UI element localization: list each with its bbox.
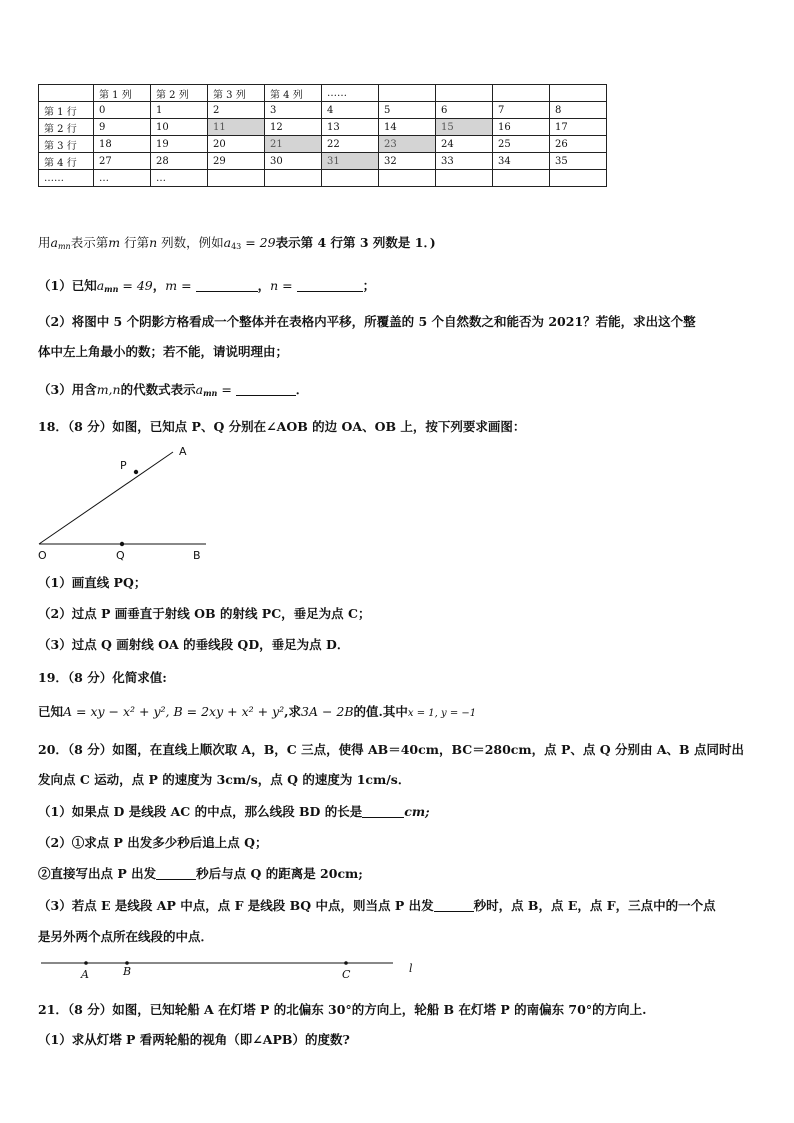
q18-step1: （1）画直线 PQ；	[38, 575, 147, 590]
table-row-label: 第 4 行	[39, 153, 94, 170]
q21-title: 21．（8 分）如图，已知轮船 A 在灯塔 P 的北偏东 30°的方向上，轮船 B 在灯塔 P 的南偏东 70°的方向上.	[38, 1002, 647, 1017]
q18-step2: （2）过点 P 画垂直于射线 OB 的射线 PC，垂足为点 C；	[38, 606, 371, 621]
table-cell: 35	[550, 153, 607, 170]
table-cell: 18	[94, 136, 151, 153]
q19-expression: 3A − 2B	[301, 704, 354, 719]
table-header-cell: 第 1 列	[94, 85, 151, 102]
q17-p1-text: （1）已知	[38, 278, 97, 293]
q17-value: = 29	[241, 235, 276, 250]
q20-line1: 20．（8 分）如图，在直线上顺次取 A，B，C 三点，使得 AB＝40cm，BC＝280cm，点 P、点 Q 分别由 A、B 点同时出	[38, 742, 744, 757]
table-cell: 34	[493, 153, 550, 170]
table-cell: 17	[550, 119, 607, 136]
q17-p3-text: =	[217, 382, 236, 397]
table-header-cell: ……	[322, 85, 379, 102]
table-row-label: 第 1 行	[39, 102, 94, 119]
q20-line2: 发向点 C 运动，点 P 的速度为 3cm/s，点 Q 的速度为 1cm/s．	[38, 772, 411, 787]
q17-part2-line2: 体中左上角最小的数；若不能，请说明理由；	[38, 344, 289, 359]
answer-blank-seconds-20cm[interactable]	[156, 867, 196, 880]
table-cell: 8	[550, 102, 607, 119]
q20-step3-line2: 是另外两个点所在线段的中点．	[38, 929, 214, 944]
table-cell: 10	[151, 119, 208, 136]
q20-s2b-text: 秒后与点 Q 的距离是 20cm;	[196, 866, 363, 881]
table-cell: 4	[322, 102, 379, 119]
table-header-cell	[436, 85, 493, 102]
q17-symbol: a	[223, 235, 232, 250]
table-cell: 24	[436, 136, 493, 153]
point-q	[120, 542, 124, 546]
label-q: Q	[116, 549, 125, 562]
table-cell: 9	[94, 119, 151, 136]
table-cell	[493, 170, 550, 187]
table-cell: 1	[151, 102, 208, 119]
table-cell: 19	[151, 136, 208, 153]
q18-title: 18．（8 分）如图，已知点 P、Q 分别在∠AOB 的边 OA、OB 上，按下列要求画图：	[38, 419, 526, 434]
table-cell: 31	[322, 153, 379, 170]
answer-blank-bd[interactable]	[362, 805, 404, 818]
table-cell: 32	[379, 153, 436, 170]
q19-body	[38, 702, 476, 720]
answer-blank-m[interactable]	[196, 279, 258, 292]
q17-text: 用	[38, 235, 51, 250]
table-cell	[379, 170, 436, 187]
q17-p1-symbol: a	[96, 278, 105, 293]
table-row-label: 第 3 行	[39, 136, 94, 153]
table-cell: 13	[322, 119, 379, 136]
table-cell: 25	[493, 136, 550, 153]
q20-step2a: （2）①求点 P 出发多少秒后追上点 Q；	[38, 835, 268, 850]
table-cell: 20	[208, 136, 265, 153]
label-p: P	[120, 459, 127, 472]
table-row	[39, 119, 607, 136]
table-row	[39, 102, 607, 119]
table-header-cell: 第 3 列	[208, 85, 265, 102]
q17-part2-line1: （2）将图中 5 个阴影方格看成一个整体并在表格内平移，所覆盖的 5 个自然数之和能否为 2021？若能，求出这个整	[38, 314, 696, 329]
table-cell	[208, 170, 265, 187]
table-cell: 2	[208, 102, 265, 119]
q19-text: 的值.其中	[353, 704, 408, 719]
q20-step2b	[38, 864, 363, 882]
table-cell: 11	[208, 119, 265, 136]
q17-text: 表示第 4 行第 3 列数是 1．)	[275, 235, 436, 250]
answer-blank-seconds-midpoint[interactable]	[434, 899, 474, 912]
q17-p1-text: ，	[152, 278, 166, 293]
q17-subscript: mn	[57, 242, 71, 251]
q20-s2b-text: ②直接写出点 P 出发	[38, 866, 157, 881]
q17-part1	[38, 276, 375, 294]
q17-p3-symbol: m,n	[96, 382, 121, 397]
table-header-cell	[379, 85, 436, 102]
q17-intro	[38, 233, 436, 251]
q17-text: 行第	[120, 235, 150, 250]
q17-p1-value: = 49	[118, 278, 153, 293]
table-header-cell	[39, 85, 94, 102]
table-header-row	[39, 85, 607, 102]
label-b: B	[193, 549, 201, 562]
table-cell: 6	[436, 102, 493, 119]
angle-aob-diagram	[30, 440, 220, 565]
table-header-cell	[550, 85, 607, 102]
q19-title: 19．（8 分）化简求值:	[38, 670, 167, 685]
q17-subscript: 43	[231, 242, 242, 251]
label-c: C	[342, 968, 351, 981]
q19-expression: A = xy − x² + y², B = 2xy + x² + y²	[63, 704, 285, 719]
table-header-cell: 第 4 列	[265, 85, 322, 102]
table-cell: 29	[208, 153, 265, 170]
q20-s3-text: 秒时，点 B，点 E，点 F，三点中的一个点	[473, 898, 716, 913]
q17-p1-symbol: n	[270, 278, 279, 293]
q19-condition: x = 1, y = −1	[407, 708, 477, 719]
q19-text: 已知	[38, 704, 64, 719]
table-cell	[322, 170, 379, 187]
q17-p1-symbol: m	[165, 278, 178, 293]
q17-symbol: m	[108, 235, 121, 250]
table-cell: 7	[493, 102, 550, 119]
q17-p1-subscript: mn	[104, 284, 119, 294]
q17-text: 列数，例如	[157, 235, 224, 250]
q17-p3-text: （3）用含	[38, 382, 97, 397]
q20-s1-unit: cm;	[404, 804, 430, 819]
q17-p1-text: =	[177, 278, 196, 293]
q17-p1-text: =	[278, 278, 297, 293]
label-a: A	[179, 445, 187, 458]
q17-p3-text: 的代数式表示	[120, 382, 196, 397]
answer-blank-amn[interactable]	[236, 383, 296, 396]
q20-s1-text: （1）如果点 D 是线段 AC 的中点，那么线段 BD 的长是	[38, 804, 363, 819]
number-table	[38, 84, 607, 187]
q20-step3	[38, 896, 716, 914]
table-cell: 3	[265, 102, 322, 119]
q21-step1: （1）求从灯塔 P 看两轮船的视角（即∠APB）的度数?	[38, 1032, 350, 1047]
q17-p1-text: ，	[257, 278, 271, 293]
table-cell	[436, 170, 493, 187]
point-p	[134, 470, 138, 474]
q17-symbol: n	[149, 235, 158, 250]
table-cell: 5	[379, 102, 436, 119]
table-cell: 15	[436, 119, 493, 136]
q17-symbol: a	[50, 235, 58, 250]
q17-p1-text: ；	[362, 278, 376, 293]
table-cell: 23	[379, 136, 436, 153]
q20-step1	[38, 802, 430, 820]
table-row	[39, 170, 607, 187]
label-a: A	[81, 968, 89, 981]
table-row-label: ……	[39, 170, 94, 187]
point-a	[84, 961, 88, 965]
q17-p3-symbol: a	[195, 382, 204, 397]
table-row-label: 第 2 行	[39, 119, 94, 136]
table-cell: 14	[379, 119, 436, 136]
q20-s3-text: （3）若点 E 是线段 AP 中点，点 F 是线段 BQ 中点，则当点 P 出发	[38, 898, 434, 913]
table-row	[39, 153, 607, 170]
q18-step3: （3）过点 Q 画射线 OA 的垂线段 QD，垂足为点 D．	[38, 637, 350, 652]
table-cell: 0	[94, 102, 151, 119]
answer-blank-n[interactable]	[297, 279, 363, 292]
table-cell: 28	[151, 153, 208, 170]
point-c	[344, 961, 348, 965]
table-cell: …	[151, 170, 208, 187]
q17-part3	[38, 380, 308, 398]
q17-p3-text: ．	[295, 382, 309, 397]
table-header-cell	[493, 85, 550, 102]
label-b: B	[123, 965, 132, 978]
label-o: O	[38, 549, 47, 562]
table-cell: 16	[493, 119, 550, 136]
table-cell: 33	[436, 153, 493, 170]
label-l: l	[409, 962, 413, 975]
table-cell: …	[94, 170, 151, 187]
q17-p3-subscript: mn	[203, 388, 218, 398]
ray-oa	[39, 452, 173, 544]
table-row	[39, 136, 607, 153]
table-cell	[265, 170, 322, 187]
table-header-cell: 第 2 列	[151, 85, 208, 102]
line-abc-diagram	[36, 954, 426, 986]
table-cell: 22	[322, 136, 379, 153]
table-cell: 30	[265, 153, 322, 170]
table-cell: 26	[550, 136, 607, 153]
q17-text: 表示第	[70, 235, 109, 250]
table-cell: 21	[265, 136, 322, 153]
table-cell	[550, 170, 607, 187]
table-cell: 27	[94, 153, 151, 170]
q19-text: ,求	[284, 704, 301, 719]
table-cell: 12	[265, 119, 322, 136]
